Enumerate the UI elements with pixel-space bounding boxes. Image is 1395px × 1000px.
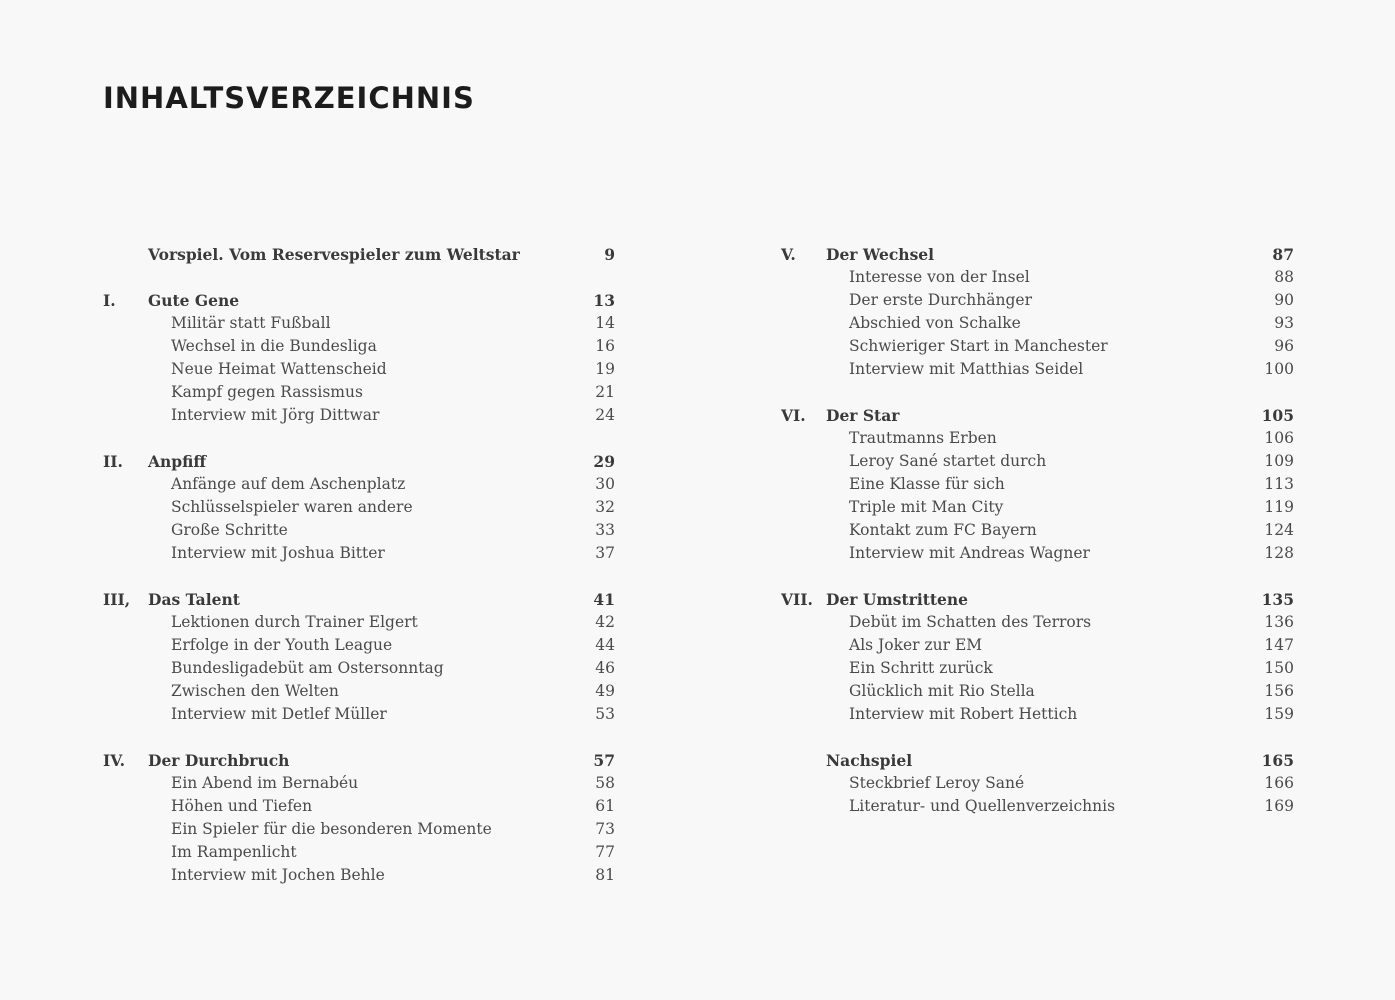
entry-title: Schlüsselspieler waren andere xyxy=(171,498,413,516)
toc-chapter-row[interactable] xyxy=(781,404,1294,427)
toc-entry-row[interactable] xyxy=(103,657,615,680)
entry-title: Lektionen durch Trainer Elgert xyxy=(171,613,418,631)
toc-entry-row[interactable] xyxy=(781,312,1294,335)
entry-page-number: 147 xyxy=(1264,636,1294,654)
entry-title: Militär statt Fußball xyxy=(171,314,331,332)
entry-title: Interview mit Matthias Seidel xyxy=(849,360,1084,378)
toc-section xyxy=(103,289,615,427)
toc-entry-row[interactable] xyxy=(103,864,615,887)
toc-section xyxy=(781,404,1294,565)
toc-right-column xyxy=(781,243,1294,841)
entry-title: Wechsel in die Bundesliga xyxy=(171,337,377,355)
toc-section xyxy=(781,588,1294,726)
chapter-page-number: 57 xyxy=(593,751,615,770)
toc-entry-row[interactable] xyxy=(103,381,615,404)
entry-title: Trautmanns Erben xyxy=(849,429,997,447)
toc-entry-row[interactable] xyxy=(781,519,1294,542)
entry-page-number: 73 xyxy=(595,820,615,838)
entry-title: Ein Schritt zurück xyxy=(849,659,993,677)
chapter-title: Nachspiel xyxy=(826,751,913,770)
toc-entry-row[interactable] xyxy=(103,680,615,703)
entry-title: Abschied von Schalke xyxy=(849,314,1021,332)
toc-section xyxy=(781,243,1294,381)
toc-entry-row[interactable] xyxy=(781,680,1294,703)
entry-page-number: 49 xyxy=(595,682,615,700)
toc-entry-row[interactable] xyxy=(781,795,1294,818)
entry-title: Als Joker zur EM xyxy=(849,636,983,654)
entry-page-number: 81 xyxy=(595,866,615,884)
toc-entry-row[interactable] xyxy=(781,358,1294,381)
entry-title: Kontakt zum FC Bayern xyxy=(849,521,1037,539)
entry-page-number: 100 xyxy=(1264,360,1294,378)
toc-section xyxy=(781,749,1294,818)
entry-title: Interview mit Detlef Müller xyxy=(171,705,387,723)
entry-title: Neue Heimat Wattenscheid xyxy=(171,360,387,378)
entry-title: Ein Spieler für die besonderen Momente xyxy=(171,820,492,838)
entry-title: Schwieriger Start in Manchester xyxy=(849,337,1108,355)
entry-title: Erfolge in der Youth League xyxy=(171,636,393,654)
toc-entry-row[interactable] xyxy=(103,542,615,565)
toc-entry-row[interactable] xyxy=(781,542,1294,565)
toc-entry-row[interactable] xyxy=(103,634,615,657)
chapter-number: V. xyxy=(781,245,796,264)
entry-page-number: 21 xyxy=(595,383,615,401)
entry-title: Kampf gegen Rassismus xyxy=(171,383,363,401)
entry-page-number: 53 xyxy=(595,705,615,723)
toc-entry-row[interactable] xyxy=(103,473,615,496)
toc-chapter-row[interactable] xyxy=(781,588,1294,611)
toc-section xyxy=(103,450,615,565)
toc-entry-row[interactable] xyxy=(103,312,615,335)
toc-entry-row[interactable] xyxy=(103,335,615,358)
entry-page-number: 166 xyxy=(1264,774,1294,792)
entry-title: Debüt im Schatten des Terrors xyxy=(849,613,1092,631)
toc-entry-row[interactable] xyxy=(103,703,615,726)
entry-page-number: 128 xyxy=(1264,544,1294,562)
entry-title: Anfänge auf dem Aschenplatz xyxy=(171,475,406,493)
chapter-page-number: 87 xyxy=(1272,245,1294,264)
entry-title: Interesse von der Insel xyxy=(849,268,1030,286)
toc-entry-row[interactable] xyxy=(781,772,1294,795)
entry-title: Ein Abend im Bernabéu xyxy=(171,774,359,792)
toc-entry-row[interactable] xyxy=(781,496,1294,519)
entry-page-number: 113 xyxy=(1264,475,1294,493)
entry-page-number: 44 xyxy=(595,636,615,654)
entry-title: Triple mit Man City xyxy=(849,498,1004,516)
chapter-page-number: 41 xyxy=(593,590,615,609)
chapter-page-number: 29 xyxy=(593,452,615,471)
toc-chapter-row[interactable] xyxy=(103,588,615,611)
chapter-number: III, xyxy=(103,590,131,609)
entry-page-number: 156 xyxy=(1264,682,1294,700)
chapter-page-number: 9 xyxy=(604,245,615,264)
entry-page-number: 150 xyxy=(1264,659,1294,677)
entry-page-number: 16 xyxy=(595,337,615,355)
toc-entry-row[interactable] xyxy=(103,795,615,818)
toc-entry-row[interactable] xyxy=(103,841,615,864)
chapter-number: II. xyxy=(103,452,123,471)
toc-section xyxy=(103,243,615,266)
chapter-number: I. xyxy=(103,291,116,310)
toc-left-column xyxy=(103,243,615,910)
entry-title: Steckbrief Leroy Sané xyxy=(849,774,1025,792)
toc-section xyxy=(103,749,615,887)
toc-section xyxy=(103,588,615,726)
toc-chapter-row[interactable] xyxy=(103,289,615,312)
entry-page-number: 169 xyxy=(1264,797,1294,815)
toc-entry-row[interactable] xyxy=(103,358,615,381)
entry-page-number: 24 xyxy=(595,406,615,424)
entry-page-number: 106 xyxy=(1264,429,1294,447)
entry-page-number: 37 xyxy=(595,544,615,562)
toc-entry-row[interactable] xyxy=(781,450,1294,473)
toc-chapter-row[interactable] xyxy=(103,243,615,266)
chapter-title: Der Star xyxy=(826,406,900,425)
toc-entry-row[interactable] xyxy=(781,427,1294,450)
toc-entry-row[interactable] xyxy=(781,634,1294,657)
chapter-title: Das Talent xyxy=(148,590,240,609)
toc-entry-row[interactable] xyxy=(103,496,615,519)
entry-title: Im Rampenlicht xyxy=(171,843,297,861)
entry-page-number: 30 xyxy=(595,475,615,493)
toc-entry-row[interactable] xyxy=(781,703,1294,726)
chapter-title: Der Wechsel xyxy=(826,245,935,264)
entry-page-number: 58 xyxy=(595,774,615,792)
entry-title: Literatur- und Quellenverzeichnis xyxy=(849,797,1116,815)
entry-page-number: 93 xyxy=(1274,314,1294,332)
chapter-number: VI. xyxy=(781,406,806,425)
toc-entry-row[interactable] xyxy=(781,473,1294,496)
entry-page-number: 32 xyxy=(595,498,615,516)
chapter-page-number: 165 xyxy=(1261,751,1294,770)
toc-entry-row[interactable] xyxy=(103,404,615,427)
toc-entry-row[interactable] xyxy=(781,611,1294,634)
toc-entry-row[interactable] xyxy=(103,772,615,795)
entry-page-number: 33 xyxy=(595,521,615,539)
entry-title: Interview mit Jochen Behle xyxy=(171,866,385,884)
chapter-title: Gute Gene xyxy=(148,291,240,310)
chapter-number: IV. xyxy=(103,751,125,770)
chapter-page-number: 13 xyxy=(593,291,615,310)
toc-entry-row[interactable] xyxy=(781,657,1294,680)
entry-title: Bundesligadebüt am Ostersonntag xyxy=(171,659,444,677)
toc-chapter-row[interactable] xyxy=(781,749,1294,772)
entry-title: Glücklich mit Rio Stella xyxy=(849,682,1035,700)
entry-title: Große Schritte xyxy=(171,521,288,539)
chapter-page-number: 135 xyxy=(1261,590,1294,609)
entry-title: Höhen und Tiefen xyxy=(171,797,313,815)
entry-page-number: 14 xyxy=(595,314,615,332)
entry-title: Interview mit Robert Hettich xyxy=(849,705,1078,723)
toc-chapter-row[interactable] xyxy=(103,749,615,772)
chapter-title: Der Durchbruch xyxy=(148,751,290,770)
entry-page-number: 46 xyxy=(595,659,615,677)
toc-entry-row[interactable] xyxy=(781,289,1294,312)
page-title: INHALTSVERZEICHNIS xyxy=(103,81,475,115)
toc-entry-row[interactable] xyxy=(781,335,1294,358)
entry-title: Interview mit Andreas Wagner xyxy=(849,544,1090,562)
chapter-page-number: 105 xyxy=(1261,406,1294,425)
toc-entry-row[interactable] xyxy=(103,611,615,634)
entry-title: Der erste Durchhänger xyxy=(849,291,1032,309)
entry-page-number: 88 xyxy=(1274,268,1294,286)
entry-page-number: 109 xyxy=(1264,452,1294,470)
entry-page-number: 77 xyxy=(595,843,615,861)
toc-entry-row[interactable] xyxy=(103,818,615,841)
entry-title: Leroy Sané startet durch xyxy=(849,452,1047,470)
toc-entry-row[interactable] xyxy=(781,266,1294,289)
entry-page-number: 61 xyxy=(595,797,615,815)
entry-title: Eine Klasse für sich xyxy=(849,475,1005,493)
entry-page-number: 119 xyxy=(1264,498,1294,516)
entry-page-number: 19 xyxy=(595,360,615,378)
entry-title: Zwischen den Welten xyxy=(171,682,339,700)
entry-title: Interview mit Jörg Dittwar xyxy=(171,406,380,424)
entry-page-number: 42 xyxy=(595,613,615,631)
entry-page-number: 159 xyxy=(1264,705,1294,723)
entry-page-number: 90 xyxy=(1274,291,1294,309)
chapter-title: Anpfiff xyxy=(148,452,207,471)
toc-chapter-row[interactable] xyxy=(103,450,615,473)
chapter-title: Der Umstrittene xyxy=(826,590,969,609)
toc-chapter-row[interactable] xyxy=(781,243,1294,266)
entry-title: Interview mit Joshua Bitter xyxy=(171,544,385,562)
chapter-title: Vorspiel. Vom Reservespieler zum Weltstar xyxy=(148,245,520,264)
entry-page-number: 96 xyxy=(1274,337,1294,355)
entry-page-number: 136 xyxy=(1264,613,1294,631)
toc-entry-row[interactable] xyxy=(103,519,615,542)
entry-page-number: 124 xyxy=(1264,521,1294,539)
chapter-number: VII. xyxy=(781,590,813,609)
